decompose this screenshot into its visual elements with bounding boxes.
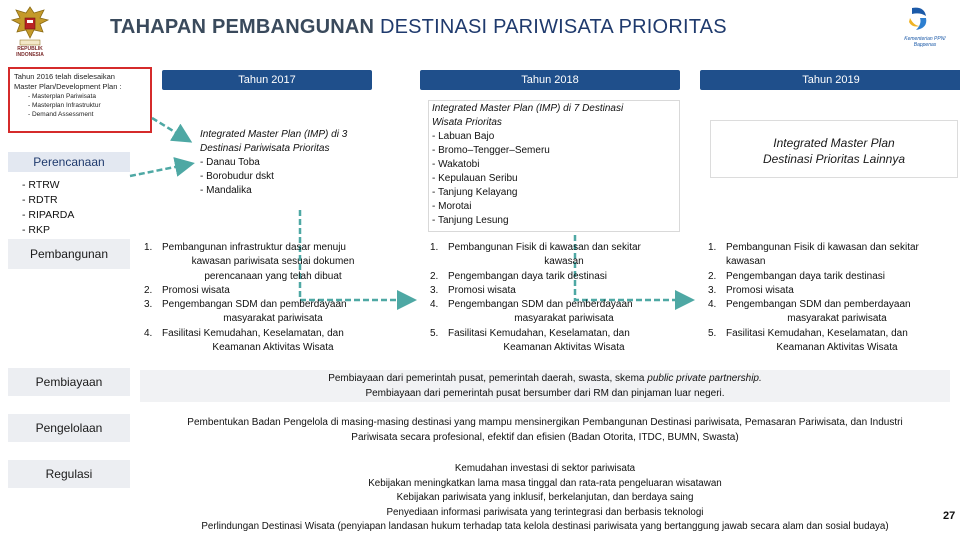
pembiayaan-text: Pembiayaan dari pemerintah pusat, pemerintah daerah, swasta, skema public private partnership. Pembiayaan dari pemerintah pusat bersumber dari RM dan pinjaman luar negeri. [140,370,950,402]
list-item: Fasilitasi Kemudahan, Keselamatan, dan [448,327,630,339]
plan-2019-line-1: Integrated Master Plan [773,136,895,150]
arrow-note-to-2017 [152,118,188,140]
year-2019-header: Tahun 2019 [700,70,960,90]
list-item: - Masterplan Pariwisata [28,92,146,101]
pengelolaan-text: Pembentukan Badan Pengelola di masing-masing destinasi yang mampu mensinergikan Pembangunan Destinasi pariwisata, Pemasaran Pariwisata, dan Industri Pariwisata secara profesional, efektif dan efisien (Badan Otorita, ITDC, BUMN, Swasta) [140,416,950,448]
plan-2018-heading-1: Integrated Master Plan (IMP) di 7 Destinasi [432,103,624,114]
list-item: - Masterplan Infrastruktur [28,101,146,110]
list-item: Promosi wisata [162,284,230,296]
label-pengelolaan: Pengelolaan [8,414,130,442]
list-item: - Wakatobi [432,158,676,172]
list-item: - Danau Toba [200,156,400,170]
year-2017-header: Tahun 2017 [162,70,372,90]
list-item: Kebijakan pariwisata yang inklusif, berkelanjutan, dan berdaya saing [396,492,694,503]
label-perencanaan: Perencanaan [8,152,130,172]
list-item: Pengembangan daya tarik destinasi [726,270,885,282]
list-item: - Bromo–Tengger–Semeru [432,144,676,158]
list-item: Penyediaan informasi pariwisata yang terintegrasi dan berbasis teknologi [386,506,704,518]
list-item: Promosi wisata [726,284,794,296]
list-item: - Tanjung Lesung [432,214,676,228]
label-pembiayaan: Pembiayaan [8,368,130,396]
list-item: - Kepulauan Seribu [432,172,676,186]
list-item: Pembangunan Fisik di kawasan dan sekitar [448,242,641,253]
plan-2017 [200,128,400,198]
list-item: - Mandalika [200,184,400,198]
list-item: Promosi wisata [448,284,516,296]
list-item: - RTRW [22,178,74,193]
perencanaan-list [22,178,74,238]
list-item: - RIPARDA [22,208,74,223]
list-item: - RKP [22,223,74,238]
list-item: Fasilitasi Kemudahan, Keselamatan, dan [726,327,908,339]
pembangunan-2018-list: 1. Pembangunan Fisik di kawasan dan sekitar kawasan 2. Pengembangan daya tarik destinasi 3. Promosi wisata 4. Pengembangan SDM dan pemberdayaan masyarakat pariwisata 5. Fasilitasi Kemudahan, Keselamatan, dan Keamanan Aktivitas Wisata [430,241,680,355]
label-pembangunan: Pembangunan [8,239,130,269]
list-item: Pengembangan daya tarik destinasi [448,270,607,282]
title-part-2: DESTINASI PARIWISATA PRIORITAS [379,16,727,38]
list-item: - Labuan Bajo [432,130,676,144]
note-line-1: Tahun 2016 telah diselesaikan [14,72,115,81]
logo-caption: REPUBLIK INDONESIA [16,46,44,58]
list-item: Perlindungan Destinasi Wisata (penyiapan landasan hukum terhadap tata kelola destinasi pariwisata yang bertanggung jawab secara alam dan sosial budaya) [201,521,889,532]
garuda-emblem-icon [10,4,50,52]
list-item: Kemudahan investasi di sektor pariwisata [454,463,636,474]
list-item: - RDTR [22,193,74,208]
plan-2018-heading-2: Wisata Prioritas [432,117,502,128]
bappenas-logo-icon [906,4,932,34]
note-line-2: Master Plan/Development Plan : [14,82,122,91]
pembangunan-2019-list: 1. Pembangunan Fisik di kawasan dan sekitar kawasan 2. Pengembangan daya tarik destinasi 3. Promosi wisata 4. Pengembangan SDM dan pemberdayaan masyarakat pariwisata 5. Fasilitasi Kemudahan, Keselamatan, dan Keamanan Aktivitas Wisata [708,241,948,355]
list-item: Fasilitasi Kemudahan, Keselamatan, dan [162,327,344,339]
list-item: - Tanjung Kelayang [432,186,676,200]
arrow-perencanaan-to-2017 [130,164,190,176]
list-item: Kebijakan meningkatkan lama masa tinggal dan rata-rata pengeluaran wisatawan [368,477,722,489]
plan-2019-line-2: Destinasi Prioritas Lainnya [762,152,906,166]
regulasi-text [140,462,950,538]
list-item: - Borobudur dskt [200,170,400,184]
page-number: 27 [943,510,956,522]
list-item: Pengembangan SDM dan pemberdayaan [726,299,911,311]
list-item: Pengembangan SDM dan pemberdayaan [448,299,633,311]
list-item: Pengembangan SDM dan pemberdayaan [162,299,347,311]
list-item: - Morotai [432,200,676,214]
note-list [14,92,146,119]
year-2018-header: Tahun 2018 [420,70,680,90]
list-item: - Demand Assessment [28,110,146,119]
masterplan-note-box [8,67,152,133]
label-regulasi: Regulasi [8,460,130,488]
list-item: Pembangunan infrastruktur dasar menuju [162,242,346,253]
plan-2019 [710,120,958,178]
title-part-1: TAHAPAN PEMBANGUNAN [110,16,375,38]
pembangunan-2017-list: 1. Pembangunan infrastruktur dasar menuju kawasan pariwisata sesuai dokumen perencanaan yang telah dibuat 2. Promosi wisata 3. Pengembangan SDM dan pemberdayaan masyarakat pariwisata 4. Fasilitasi Kemudahan, Keselamatan, dan Keamanan Aktivitas Wisata [144,241,384,355]
page-title [110,16,870,39]
plan-2017-heading-1: Integrated Master Plan (IMP) di 3 [200,129,348,140]
plan-2018 [428,100,680,232]
plan-2017-heading-2: Destinasi Pariwisata Prioritas [200,143,330,154]
bappenas-caption: Kementerian PPN/ Bappenas [904,36,946,48]
list-item: Pembangunan Fisik di kawasan dan sekitar [726,242,919,253]
